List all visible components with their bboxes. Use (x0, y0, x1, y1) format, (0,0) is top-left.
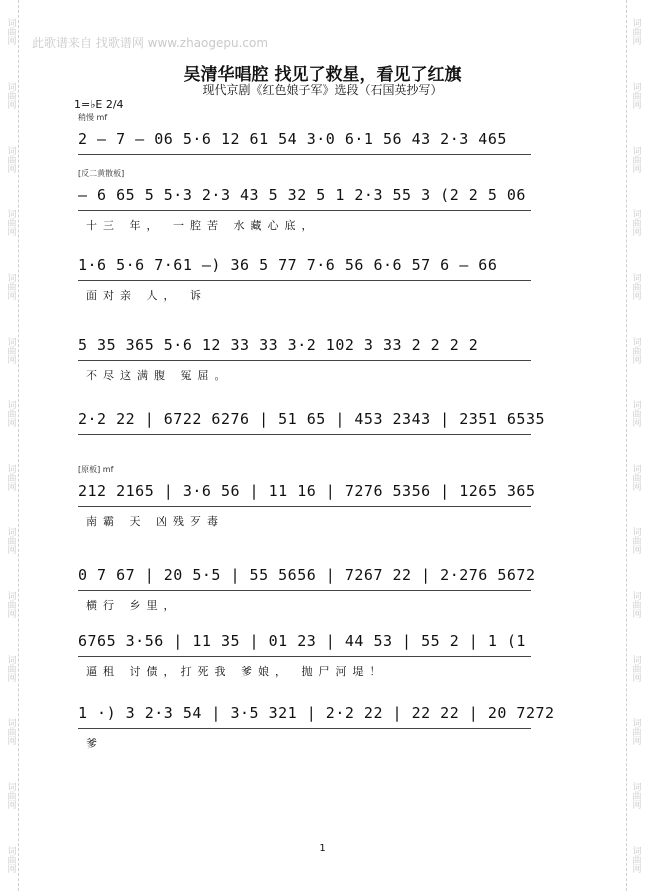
sidebar-watermark-label: 词曲网 (630, 18, 641, 46)
sidebar-watermark-label: 词曲网 (5, 527, 16, 555)
beam-line (78, 501, 531, 507)
sidebar-watermark-label: 词曲网 (630, 81, 641, 109)
score-marks: 稍慢 mf (78, 113, 108, 122)
score-notes: 1·6 5·6 7·61 –) 36 5 77 7·6 56 6·6 57 6 – 66 (78, 256, 498, 274)
song-subtitle: 现代京剧《红色娘子军》选段（石国英抄写） (202, 83, 443, 97)
sidebar-watermark-label: 词曲网 (630, 654, 641, 682)
score-notes: 2·2 22 | 6722 6276 | 51 65 | 453 2343 | 2351 6535 (78, 410, 546, 428)
sidebar-watermark-label: 词曲网 (630, 527, 641, 555)
sidebar-watermark-label: 词曲网 (630, 336, 641, 364)
score-line (78, 168, 570, 235)
beam-line (78, 723, 531, 729)
sidebar-watermark-label: 词曲网 (5, 18, 16, 46)
score-line (78, 318, 570, 385)
score-marks (78, 238, 570, 252)
lyric-line: 不尽这满腹 冤屈。 (86, 369, 232, 382)
site-watermark: 此歌谱来自 找歌谱网 www.zhaogepu.com (32, 36, 269, 50)
sidebar-watermark-label: 词曲网 (5, 400, 16, 428)
lyric-line: 十三 年， 一腔苦 水藏心底， (86, 219, 319, 232)
beam-line (78, 205, 531, 211)
score-line (78, 548, 570, 615)
beam-line (78, 585, 531, 591)
score-notes: 212 2165 | 3·6 56 | 11 16 | 7276 5356 | 1265 365 (78, 482, 536, 500)
sidebar-watermark-label: 词曲网 (5, 272, 16, 300)
score-line (78, 392, 570, 459)
sidebar-watermark-label: 词曲网 (630, 845, 641, 873)
beam-line (78, 275, 531, 281)
lyric-line: 逼租 讨债，打死我 爹娘， 抛尸河堤！ (86, 665, 387, 678)
beam-line (78, 149, 531, 155)
sidebar-watermark-label: 词曲网 (630, 272, 641, 300)
left-watermark-strip (2, 0, 19, 891)
score-marks (78, 392, 570, 406)
sidebar-watermark-label: 词曲网 (5, 845, 16, 873)
sidebar-watermark-label: 词曲网 (630, 145, 641, 173)
sidebar-watermark-label: 词曲网 (5, 591, 16, 619)
right-watermark-strip (626, 0, 643, 891)
score-marks: [反二黄散板] (78, 169, 125, 178)
score-notes: 2 – 7 – 06 5·6 12 61 54 3·0 6·1 56 43 2·3 465 (78, 130, 507, 148)
sidebar-watermark-label: 词曲网 (5, 81, 16, 109)
sidebar-watermark-label: 词曲网 (630, 718, 641, 746)
sidebar-watermark-label: 词曲网 (630, 782, 641, 809)
sidebar-watermark-label: 词曲网 (5, 654, 16, 682)
score-marks (78, 686, 570, 700)
sidebar-watermark-label: 词曲网 (5, 718, 16, 746)
lyric-line: 横行 乡里， (86, 599, 181, 612)
lyric-line: 南霸 天 凶残歹毒 (86, 515, 224, 528)
score-line (78, 614, 570, 681)
score-notes: 1 ·) 3 2·3 54 | 3·5 321 | 2·2 22 | 22 22 | 20 7272 (78, 704, 555, 722)
sidebar-watermark-label: 词曲网 (5, 145, 16, 173)
score-marks (78, 614, 570, 628)
lyric-line: 爹 (86, 737, 103, 750)
sidebar-watermark-label: 词曲网 (5, 463, 16, 491)
lyric-line (78, 441, 570, 459)
sidebar-watermark-label: 词曲网 (630, 591, 641, 619)
score-notes: 5 35 365 5·6 12 33 33 3·2 102 3 33 2 2 2 2 (78, 336, 479, 354)
score-line (78, 686, 570, 753)
sidebar-watermark-label: 词曲网 (5, 336, 16, 364)
key-signature: 1=♭E 2/4 (74, 98, 124, 111)
beam-line (78, 429, 531, 435)
score-marks (78, 318, 570, 332)
sidebar-watermark-label: 词曲网 (5, 782, 16, 809)
sidebar-watermark-label: 词曲网 (5, 209, 16, 237)
score-line (78, 464, 570, 531)
page-number: 1 (319, 843, 326, 854)
sidebar-watermark-label: 词曲网 (630, 400, 641, 428)
score-line (78, 238, 570, 305)
score-notes: – 6 65 5 5·3 2·3 43 5 32 5 1 2·3 55 3 (2 2 5 06 (78, 186, 526, 204)
sidebar-watermark-label: 词曲网 (630, 209, 641, 237)
score-marks: [原板] mf (78, 465, 114, 474)
score-marks (78, 548, 570, 562)
lyric-line: 面对亲 人， 诉 (86, 289, 207, 302)
beam-line (78, 651, 531, 657)
beam-line (78, 355, 531, 361)
score-notes: 6765 3·56 | 11 35 | 01 23 | 44 53 | 55 2 | 1 (1 (78, 632, 526, 650)
score-notes: 0 7 67 | 20 5·5 | 55 5656 | 7267 22 | 2·276 5672 (78, 566, 536, 584)
sidebar-watermark-label: 词曲网 (630, 463, 641, 491)
song-title: 吴清华唱腔 找见了救星，看见了红旗 (183, 65, 462, 85)
